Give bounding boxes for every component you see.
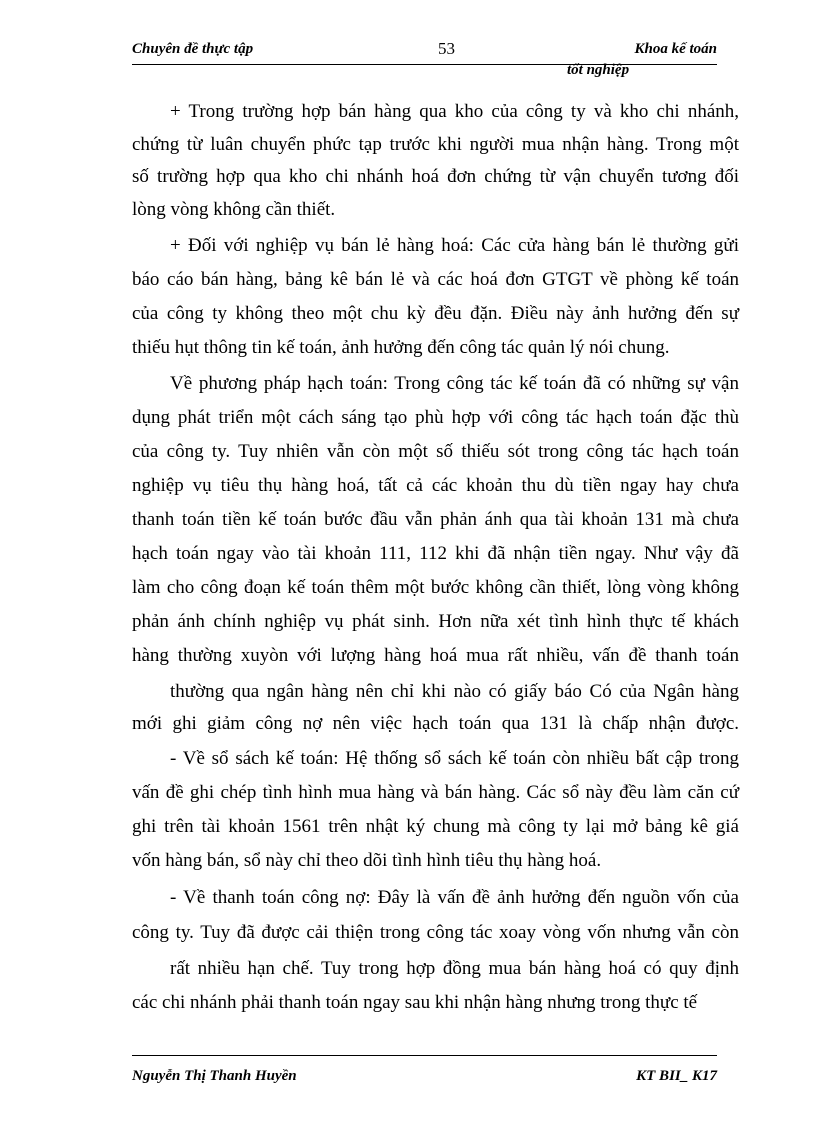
- text-line: - Về thanh toán công nợ: Đây là vấn đề ảnh hưởng đến nguồn vốn của: [170, 887, 739, 908]
- text-line: hàng thường xuyòn với lượng hàng hoá mua rất nhiều, vấn đề thanh toán: [132, 645, 739, 666]
- text-line: phản ánh chính nghiệp vụ phát sinh. Hơn nữa xét tình hình thực tế khách: [132, 611, 739, 632]
- text-line: số trường hợp qua kho chi nhánh hoá đơn chứng từ vận chuyển tương đối: [132, 166, 739, 187]
- header-department: Khoa kế toán: [634, 41, 717, 57]
- text-line: Về phương pháp hạch toán: Trong công tác kế toán đã có những sự vận: [170, 373, 739, 394]
- text-line: + Đối với nghiệp vụ bán lẻ hàng hoá: Các cửa hàng bán lẻ thường gửi: [170, 235, 739, 256]
- page-footer: [132, 1055, 717, 1084]
- text-line: thường qua ngân hàng nên chỉ khi nào có giấy báo Có của Ngân hàng: [170, 681, 739, 702]
- text-line: mới ghi giảm công nợ nên việc hạch toán qua 131 là chấp nhận được.: [132, 713, 739, 734]
- text-line: vốn hàng bán, sổ này chỉ theo dõi tình hình tiêu thụ hàng hoá.: [132, 850, 602, 871]
- text-line: ghi trên tài khoản 1561 trên nhật ký chung mà công ty lại mở bảng kê giá: [132, 816, 739, 837]
- text-line: nghiệp vụ tiêu thụ hàng hoá, tất cả các khoản thu dù tiền ngay hay chưa: [132, 475, 739, 496]
- text-line: thiếu hụt thông tin kế toán, ảnh hưởng đến công tác quản lý nói chung.: [132, 337, 670, 358]
- text-line: công ty. Tuy đã được cải thiện trong công tác xoay vòng vốn nhưng vẫn còn: [132, 922, 739, 943]
- text-line: chứng từ luân chuyển phức tạp trước khi người mua nhận hàng. Trong một: [132, 134, 739, 155]
- text-line: - Về sổ sách kế toán: Hệ thống sổ sách kế toán còn nhiều bất cập trong: [170, 748, 739, 769]
- text-line: dụng phát triển một cách sáng tạo phù hợp với công tác hạch toán đặc thù: [132, 407, 739, 428]
- page-number: 53: [438, 39, 455, 58]
- footer-author: Nguyễn Thị Thanh Huyền: [132, 1068, 297, 1084]
- header-title: Chuyên đề thực tập: [132, 41, 254, 57]
- text-line: vấn đề ghi chép tình hình mua hàng và bán hàng. Các sổ này đều làm căn cứ: [132, 782, 739, 803]
- text-line: của công ty không theo một chu kỳ đều đặn. Điều này ảnh hưởng đến sự: [132, 303, 739, 324]
- page-header: [132, 36, 717, 65]
- text-line: thanh toán tiền kế toán bước đầu vẫn phản ánh qua tài khoản 131 mà chưa: [132, 509, 739, 530]
- text-line: của công ty. Tuy nhiên vẫn còn một số thiếu sót trong công tác hạch toán: [132, 441, 739, 462]
- text-line: báo cáo bán hàng, bảng kê bán lẻ và các hoá đơn GTGT về phòng kế toán: [132, 269, 739, 290]
- text-line: hạch toán ngay vào tài khoản 111, 112 khi đã nhận tiền ngay. Như vậy đã: [132, 543, 739, 564]
- footer-class: KT BII_ K17: [636, 1068, 717, 1084]
- text-line: rất nhiều hạn chế. Tuy trong hợp đồng mua bán hàng hoá có quy định: [170, 958, 739, 979]
- text-line: làm cho công đoạn kế toán thêm một bước không cần thiết, lòng vòng không: [132, 577, 739, 598]
- text-line: lòng vòng không cần thiết.: [132, 199, 336, 220]
- text-line: các chi nhánh phải thanh toán ngay sau khi nhận hàng nhưng trong thực tế: [132, 992, 698, 1013]
- text-line: + Trong trường hợp bán hàng qua kho của công ty và kho chi nhánh,: [170, 101, 739, 122]
- header-department-continued: tốt nghiệp: [567, 62, 630, 78]
